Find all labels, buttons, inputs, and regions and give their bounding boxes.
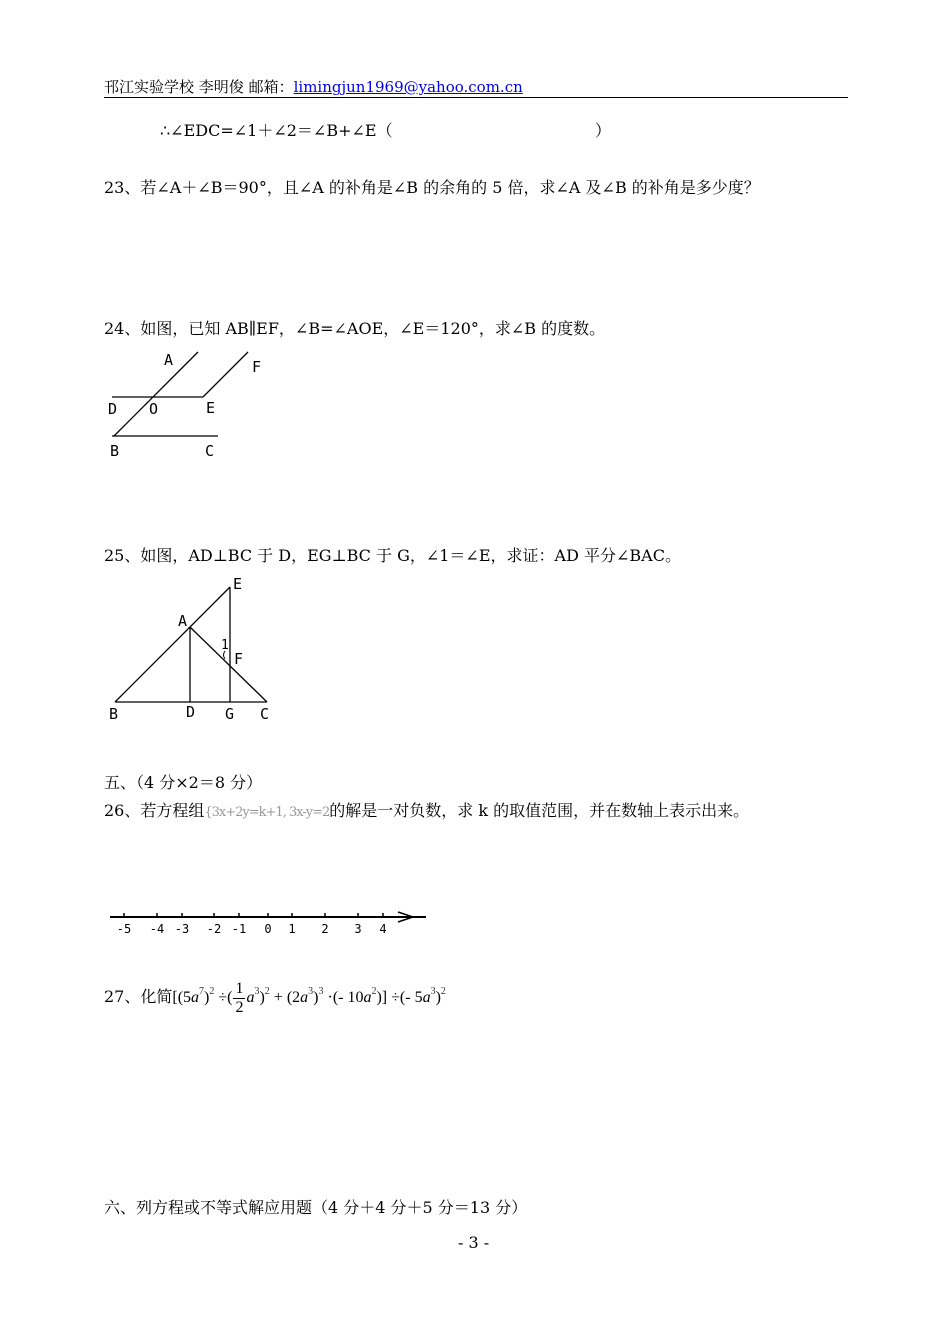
q27-var-a5: a <box>422 989 431 1007</box>
question-24: 24、如图，已知 AB∥EF，∠B=∠AOE，∠E＝120°，求∠B 的度数。 <box>104 319 606 338</box>
q27-var-a3: a <box>300 989 309 1007</box>
label-e: E <box>206 399 216 417</box>
q27-exp3b: 3 <box>308 986 314 998</box>
figure-24 <box>100 345 280 465</box>
q27-fraction <box>233 980 245 1017</box>
line-be <box>115 587 230 702</box>
therefore-text: ∴∠EDC=∠1＋∠2＝∠B+∠E（ <box>160 121 393 140</box>
q27-prefix: 27、化简 <box>104 987 173 1007</box>
q27-paren2: ) <box>259 989 265 1007</box>
q27-frac-num: 1 <box>235 980 244 997</box>
number-line-tick-label: 3 <box>354 922 362 936</box>
label-g: G <box>225 705 235 723</box>
q27-frac-den: 2 <box>235 999 244 1016</box>
page-header <box>104 76 523 97</box>
page-number: - 3 - <box>458 1233 490 1252</box>
q27-times: ·(- 10 <box>327 989 364 1007</box>
q27-paren1: ) <box>204 989 210 1007</box>
header-author: 李明俊 <box>198 78 244 96</box>
line-ef <box>203 352 248 397</box>
label-c: C <box>260 705 270 723</box>
q26-equation-system: {3x+2y=k+1, 3x-y=2 <box>204 805 330 820</box>
number-line-tick-label: -5 <box>116 922 132 936</box>
q27-exp3c: 3 <box>318 986 324 998</box>
header-email-label: 邮箱： <box>248 78 294 96</box>
label-d: D <box>186 703 196 721</box>
number-line-tick-label: 1 <box>288 922 296 936</box>
section-5-heading: 五、（4 分×2＝8 分） <box>104 773 263 792</box>
label-a: A <box>178 612 188 630</box>
label-angle-1: 1 <box>221 638 229 653</box>
q27-exp2c: 2 <box>371 986 377 998</box>
therefore-close: ） <box>595 121 612 140</box>
label-b: B <box>109 705 119 723</box>
number-line <box>108 905 438 937</box>
q27-exp2b: 2 <box>264 986 270 998</box>
question-27 <box>104 980 446 1017</box>
q27-plus: + (2 <box>273 989 301 1007</box>
q27-paren3: ) <box>313 989 319 1007</box>
label-b: B <box>110 442 120 460</box>
figure-25 <box>100 572 290 727</box>
label-f: F <box>234 650 244 668</box>
header-school: 邗江实验学校 <box>104 78 195 96</box>
line-ab <box>114 352 198 436</box>
header-rule <box>104 97 848 98</box>
label-c: C <box>205 442 215 460</box>
section-6-heading: 六、列方程或不等式解应用题（4 分＋4 分＋5 分＝13 分） <box>104 1198 528 1217</box>
label-f: F <box>252 358 262 376</box>
q27-exp2d: 2 <box>440 986 446 998</box>
label-e: E <box>233 575 243 593</box>
q26-prefix: 26、若方程组 <box>104 801 205 820</box>
number-line-tick-label: -1 <box>231 922 247 936</box>
number-line-tick-label: 2 <box>321 922 329 936</box>
label-a: A <box>164 351 174 369</box>
header-email-link[interactable]: limingjun1969@yahoo.com.cn <box>293 78 523 96</box>
q27-var-a1: a <box>191 989 200 1007</box>
question-23: 23、若∠A＋∠B＝90°，且∠A 的补角是∠B 的余角的 5 倍，求∠A 及∠B 的补角是多少度？ <box>104 178 760 197</box>
q26-suffix: 的解是一对负数，求 k 的取值范围，并在数轴上表示出来。 <box>329 801 750 820</box>
q27-exp7: 7 <box>199 986 205 998</box>
question-25: 25、如图，AD⊥BC 于 D，EG⊥BC 于 G，∠1＝∠E，求证：AD 平分∠BAC。 <box>104 546 681 565</box>
q27-paren4: ) <box>435 989 441 1007</box>
number-line-tick-label: -4 <box>149 922 165 936</box>
therefore-line <box>160 118 393 141</box>
label-o: O <box>149 400 159 418</box>
number-line-tick-label: 0 <box>264 922 272 936</box>
q27-part1: [(5 <box>172 989 192 1007</box>
q27-close: )] ÷(- 5 <box>376 989 423 1007</box>
q27-var-a2: a <box>246 989 255 1007</box>
number-line-tick-label: 4 <box>379 922 387 936</box>
q27-divide: ÷( <box>218 989 233 1007</box>
q27-exp3d: 3 <box>430 986 436 998</box>
q27-exp2a: 2 <box>209 986 215 998</box>
number-line-tick-label: -2 <box>206 922 222 936</box>
number-line-tick-label: -3 <box>174 922 190 936</box>
q27-exp3a: 3 <box>254 986 260 998</box>
question-26 <box>104 798 749 821</box>
label-d: D <box>108 400 118 418</box>
q27-var-a4: a <box>363 989 372 1007</box>
